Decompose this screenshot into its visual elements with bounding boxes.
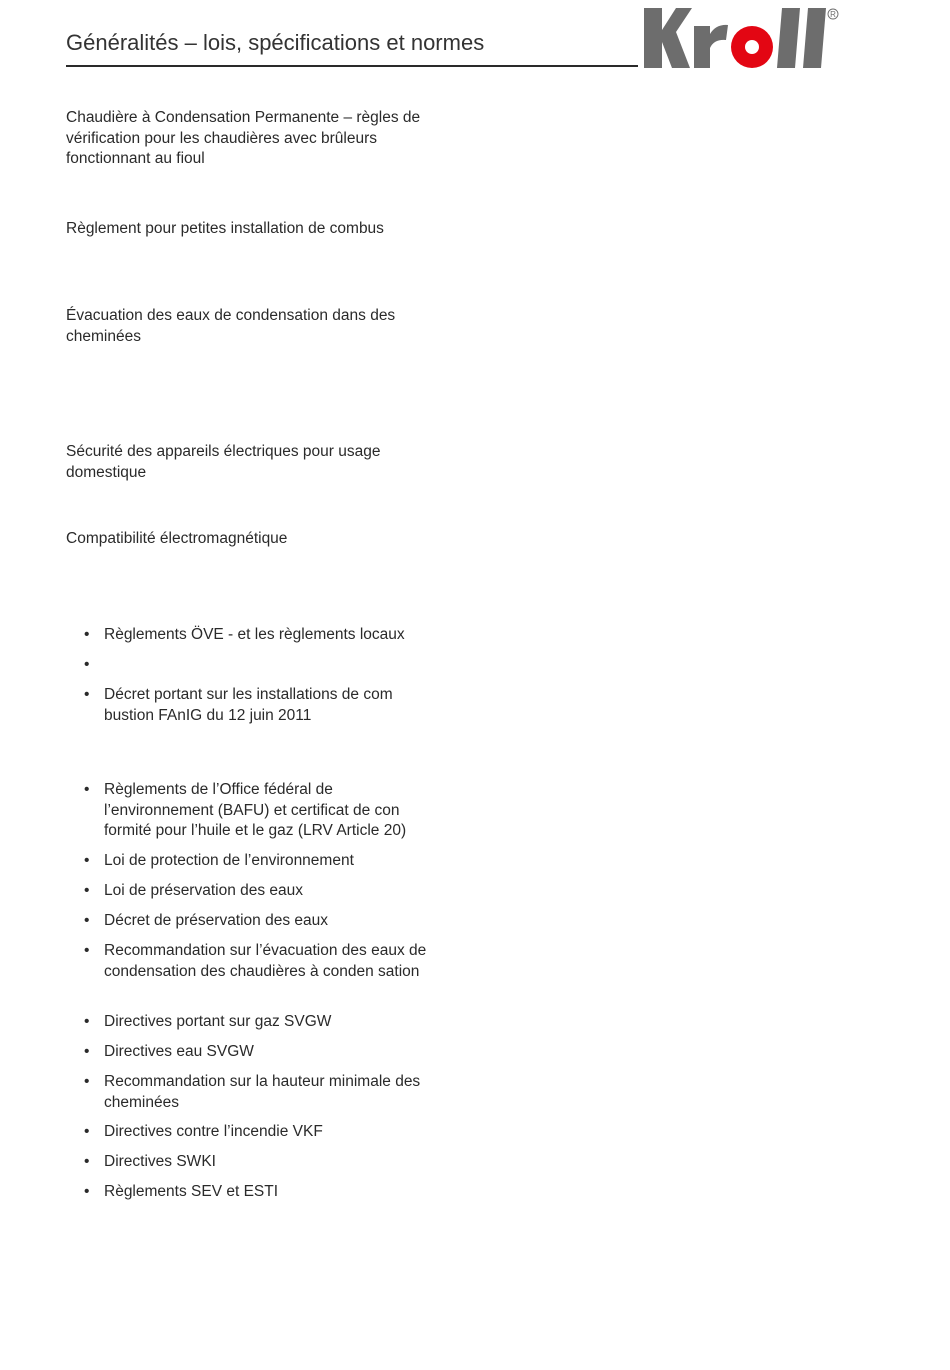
- bullet-icon: •: [84, 912, 90, 929]
- bullet-icon: •: [84, 686, 90, 703]
- kroll-logo: [642, 6, 842, 70]
- bullet-icon: •: [84, 852, 90, 869]
- bullet-icon: •: [84, 882, 90, 899]
- list-item: [84, 1152, 444, 1173]
- list-item: [84, 625, 444, 646]
- list-item-text: Recommandation sur l’évacuation des eaux de condensation des chaudières à conden sation: [104, 942, 427, 980]
- section-emc: Compatibilité électromagnétique: [66, 530, 288, 547]
- list-item: [84, 780, 444, 842]
- bullet-icon: •: [84, 1153, 90, 1170]
- bullet-icon: •: [84, 1013, 90, 1030]
- title-divider: [66, 65, 638, 67]
- list-item-text: Directives SWKI: [104, 1153, 216, 1170]
- list-item: [84, 1042, 444, 1063]
- list-item: [84, 851, 444, 872]
- page-title: Généralités – lois, spécifications et normes: [66, 30, 485, 55]
- registered-mark: R: [830, 10, 836, 19]
- list-item: [84, 1012, 444, 1033]
- bullet-icon: •: [84, 1183, 90, 1200]
- bullet-icon: •: [84, 1073, 90, 1090]
- list-item: [84, 881, 444, 902]
- list-item: [84, 1122, 444, 1143]
- section-small-combustion: Règlement pour petites installation de combus: [66, 220, 384, 237]
- bullet-icon: •: [84, 626, 90, 643]
- list-item: [84, 911, 444, 932]
- list-item: [84, 1072, 444, 1113]
- list-item-text: Directives portant sur gaz SVGW: [104, 1013, 332, 1030]
- list-item-text: Directives contre l’incendie VKF: [104, 1123, 323, 1140]
- logo-letter-l2: [803, 8, 826, 68]
- list-item: [84, 941, 444, 982]
- list-item: [84, 1182, 444, 1203]
- logo-letter-r: [694, 25, 728, 68]
- list-item-text: Règlements de l’Office fédéral de l’environnement (BAFU) et certificat de con formité pour l’huile et le gaz (LRV Article 20): [104, 781, 407, 839]
- bullet-icon: •: [84, 781, 90, 798]
- list-item-text: Règlements SEV et ESTI: [104, 1183, 279, 1200]
- bullet-icon: •: [84, 942, 90, 959]
- bullet-icon: •: [84, 656, 90, 673]
- logo-letter-l1: [777, 8, 800, 68]
- logo-letter-k: [644, 8, 692, 68]
- list-item-text: Recommandation sur la hauteur minimale des cheminées: [104, 1073, 421, 1111]
- section-electrical-safety: Sécurité des appareils électriques pour usage domestique: [66, 443, 381, 481]
- list-item-text: Décret portant sur les installations de com bustion FAnIG du 12 juin 2011: [104, 686, 393, 724]
- list-item-text: Directives eau SVGW: [104, 1043, 254, 1060]
- list-item-text: Loi de préservation des eaux: [104, 882, 304, 899]
- section-condensate-evacuation: Évacuation des eaux de condensation dans des cheminées: [66, 307, 396, 345]
- bullet-icon: •: [84, 1123, 90, 1140]
- list-item-text: Décret de préservation des eaux: [104, 912, 329, 929]
- list-item: [84, 685, 444, 726]
- list-item-text: Règlements ÖVE - et les règlements locaux: [104, 626, 405, 643]
- list-item-text: Loi de protection de l’environnement: [104, 852, 354, 869]
- bullet-icon: •: [84, 1043, 90, 1060]
- section-condensing-boiler: Chaudière à Condensation Permanente – règles de vérification pour les chaudières avec brûleurs fonctionnant au fioul: [66, 109, 421, 167]
